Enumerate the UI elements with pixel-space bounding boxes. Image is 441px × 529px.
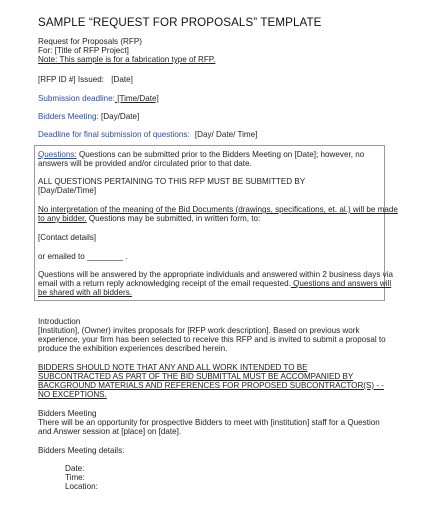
emailed-to-line: or emailed to ________ . xyxy=(38,252,128,261)
bidders-meeting-line xyxy=(38,112,139,122)
rfp-type-line: Request for Proposals (RFP) xyxy=(38,37,142,46)
bidders-meeting-details: Bidders Meeting details: xyxy=(38,446,125,455)
meeting-time-label: Time: xyxy=(65,473,85,482)
interpretation-line-2 xyxy=(38,214,260,224)
notice-line-3: BACKGROUND MATERIALS AND REFERENCES FOR PROPOSED SUBCONTRACTOR(S) - - xyxy=(38,381,384,390)
introduction-heading: Introduction xyxy=(38,317,81,326)
questions-deadline-value: [Day/ Date/ Time] xyxy=(194,130,258,139)
notice-line-1: BIDDERS SHOULD NOTE THAT ANY AND ALL WORK INTENDED TO BE xyxy=(38,363,308,372)
interpretation-underlined: to any bidder. xyxy=(38,214,87,223)
introduction-line-1: [Institution], (Owner) invites proposals for [RFP work description]. Based on previous work xyxy=(38,326,360,335)
rfp-id-date: [Date] xyxy=(111,75,133,84)
introduction-line-3: produce the exhibition experiences described herein. xyxy=(38,344,228,353)
notice-line-4: NO EXCEPTIONS. xyxy=(38,390,107,399)
rfp-project-line: For: [Title of RFP Project] xyxy=(38,46,129,55)
meeting-date-label: Date: xyxy=(65,464,85,473)
questions-deadline-label: Deadline for final submission of questions: xyxy=(38,130,190,139)
questions-deadline-line xyxy=(38,130,257,140)
all-questions-line-1: ALL QUESTIONS PERTAINING TO THIS RFP MUST BE SUBMITTED BY xyxy=(38,177,306,186)
bidders-meeting-text-2: and Answer session at [place] on [date]. xyxy=(38,427,182,436)
sample-note: Note: This sample is for a fabrication type of RFP. xyxy=(38,55,216,64)
questions-label: Questions: xyxy=(38,150,77,159)
interpretation-rest: Questions may be submitted, in written form, to: xyxy=(86,214,261,223)
all-questions-line-2: [Day/Date/Time] xyxy=(38,186,97,195)
rfp-id-line xyxy=(38,75,133,85)
answers-line-3: be shared with all bidders. xyxy=(38,288,133,297)
answers-line-2b: Questions and answers will xyxy=(290,279,392,288)
notice-line-2: SUBCONTRACTED AS PART OF THE BID SUBMITTAL MUST BE ACCOMPANIED BY xyxy=(38,372,354,381)
bidders-meeting-text-1: There will be an opportunity for prospective Bidders to meet with [institution] staff for a Question xyxy=(38,418,380,427)
questions-text: Questions can be submitted prior to the Bidders Meeting on [Date]; however, no xyxy=(78,150,365,159)
interpretation-line-1: No interpretation of the meaning of the Bid Documents (drawings, specifications, et. al.) will be made xyxy=(38,205,398,214)
rfp-id-label: [RFP ID #] Issued: xyxy=(38,75,104,84)
questions-line-2: answers will be provided and/or circulated prior to that date. xyxy=(38,159,252,168)
answers-line-1: Questions will be answered by the appropriate individuals and answered within 2 business days via xyxy=(38,270,393,279)
submission-deadline-value: [Time/Date] xyxy=(114,94,159,103)
contact-details: [Contact details] xyxy=(38,233,97,242)
introduction-line-2: experience, your firm has been selected to receive this RFP and is invited to submit a proposal to xyxy=(38,335,386,344)
answers-line-2a: email with a return reply acknowledging receipt of the email requested. xyxy=(38,279,291,288)
bidders-meeting-label: Bidders Meeting: xyxy=(38,112,99,121)
meeting-location-label: Location: xyxy=(65,482,98,491)
bidders-meeting-value: [Day/Date] xyxy=(98,112,140,121)
bidders-meeting-heading: Bidders Meeting xyxy=(38,409,97,418)
submission-deadline-line xyxy=(38,94,159,104)
submission-deadline-label: Submission deadline: xyxy=(38,94,115,103)
page-title: SAMPLE “REQUEST FOR PROPOSALS” TEMPLATE xyxy=(38,16,322,29)
